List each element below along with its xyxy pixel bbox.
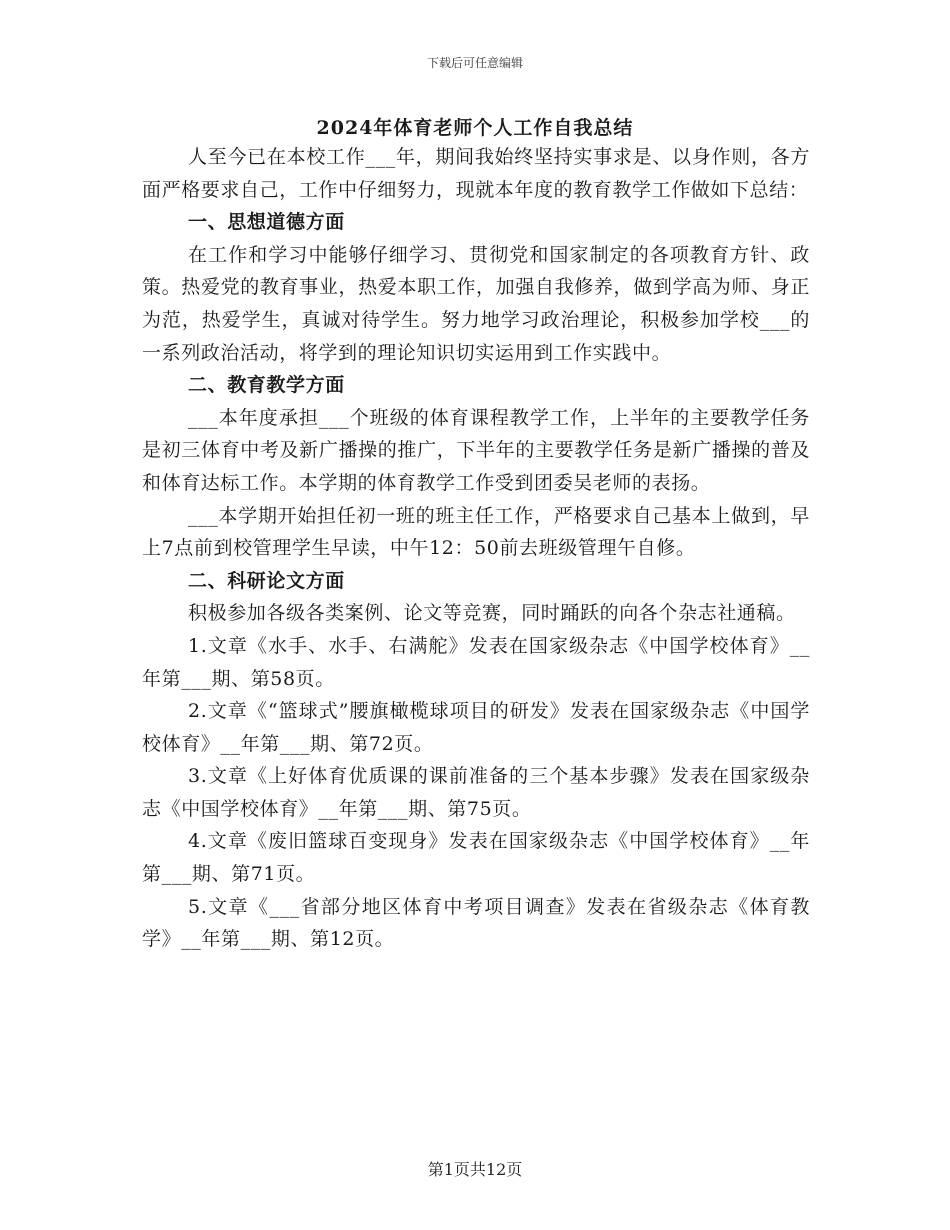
section-heading-ideology: 一、思想道德方面 — [188, 211, 345, 234]
list-item: 5.文章《___省部分地区体育中考项目调查》发表在省级杂志《体育教学》__年第___期、第12页。 — [142, 895, 810, 951]
section-heading-teaching: 二、教育教学方面 — [188, 374, 345, 397]
document-title: 2024年体育老师个人工作自我总结 — [316, 117, 634, 139]
list-item: 2.文章《“篮球式”腰旗橄榄球项目的研发》发表在国家级杂志《中国学校体育》__年第___期、第72页。 — [142, 700, 810, 755]
section-paragraph-teaching-1: ___本年度承担___个班级的体育课程教学工作，上半年的主要教学任务是初三体育中考及新广播操的推广，下半年的主要教学任务是新广播操的普及和体育达标工作。本学期的体育教学工作受到团委吴老师的表扬。 — [142, 406, 810, 494]
section-paragraph-research: 积极参加各级各类案例、论文等竞赛，同时踊跃的向各个杂志社通稿。 — [188, 602, 796, 625]
list-item: 4.文章《废旧篮球百变现身》发表在国家级杂志《中国学校体育》__年第___期、第71页。 — [142, 830, 810, 886]
section-paragraph-teaching-2: ___本学期开始担任初一班的班主任工作，严格要求自己基本上做到，早上7点前到校管理学生早读，中午12：50前去班级管理午自修。 — [142, 504, 810, 560]
page-number: 第1页共12页 — [427, 1160, 523, 1179]
list-item: 1.文章《水手、水手、右满舵》发表在国家级杂志《中国学校体育》__年第___期、第58页。 — [142, 634, 810, 690]
section-paragraph-ideology: 在工作和学习中能够仔细学习、贯彻党和国家制定的各项教育方针、政策。热爱党的教育事业，热爱本职工作，加强自我修养，做到学高为师、身正为范，热爱学生，真诚对待学生。努力地学习政治理论，积极参加学校___的一系列政治活动，将学到的理论知识切实运用到工作实践中。 — [142, 243, 810, 364]
header-note: 下载后可任意编辑 — [426, 56, 523, 70]
intro-paragraph: 人至今已在本校工作___年，期间我始终坚持实事求是、以身作则，各方面严格要求自己，工作中仔细努力，现就本年度的教育教学工作做如下总结： — [142, 146, 810, 201]
section-heading-research: 二、科研论文方面 — [188, 569, 345, 592]
document-body — [142, 141, 810, 956]
list-item: 3.文章《上好体育优质课的课前准备的三个基本步骤》发表在国家级杂志《中国学校体育》__年第___期、第75页。 — [142, 765, 810, 820]
